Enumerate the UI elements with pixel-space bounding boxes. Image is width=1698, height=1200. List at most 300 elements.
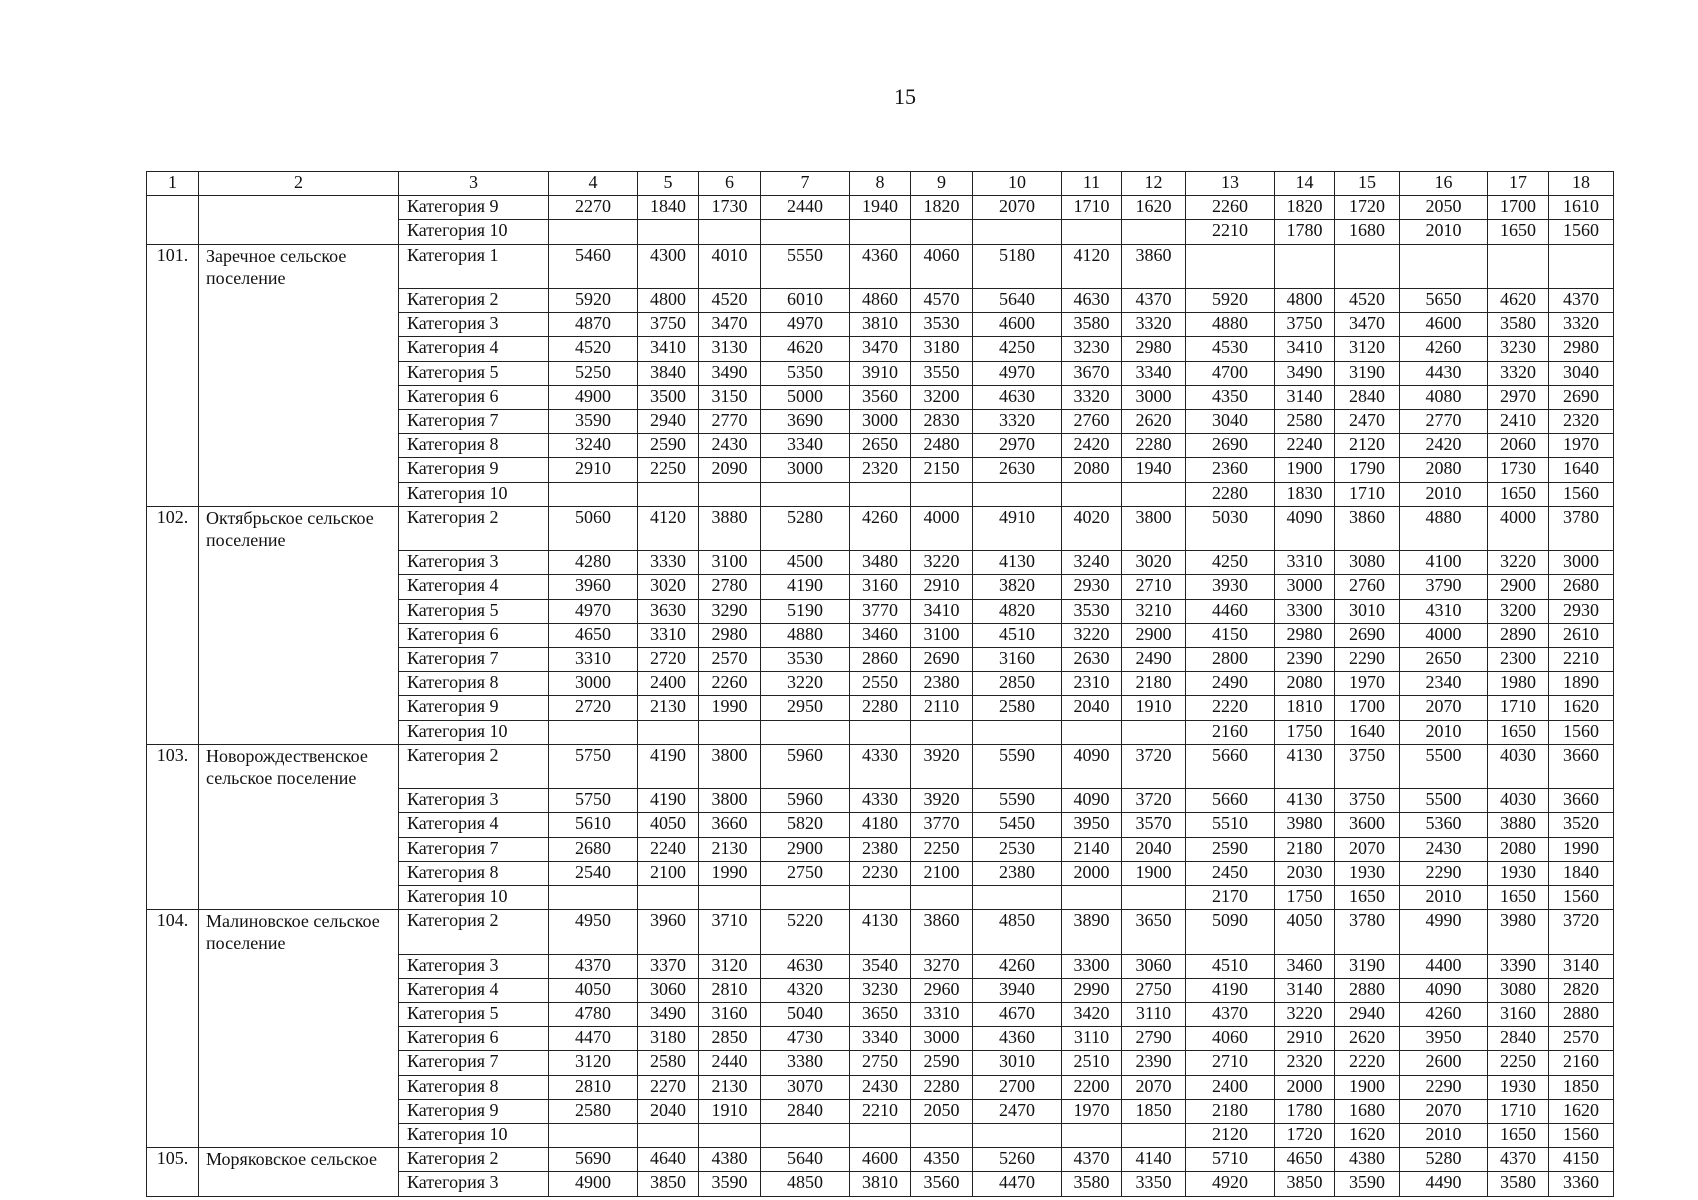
settlement-number — [147, 361, 199, 385]
value-cell: 3320 — [973, 410, 1062, 434]
value-cell: 4600 — [973, 313, 1062, 337]
value-cell: 3920 — [911, 789, 973, 813]
value-cell: 3320 — [1488, 361, 1549, 385]
settlement-number — [147, 978, 199, 1002]
table-body — [147, 172, 1614, 1197]
value-cell: 3470 — [699, 313, 761, 337]
value-cell: 2440 — [761, 196, 850, 220]
value-cell: 4460 — [1186, 599, 1275, 623]
value-cell: 2070 — [1122, 1075, 1186, 1099]
value-cell: 4630 — [1062, 289, 1122, 313]
value-cell: 5610 — [549, 813, 638, 837]
value-cell: 3810 — [850, 1172, 911, 1196]
value-cell: 3790 — [1400, 575, 1488, 599]
value-cell: 2840 — [1335, 385, 1400, 409]
settlement-number: 105. — [147, 1148, 199, 1172]
value-cell: 2390 — [1275, 648, 1335, 672]
settlement-name — [199, 648, 399, 672]
value-cell — [911, 1124, 973, 1148]
value-cell: 4150 — [1549, 1148, 1614, 1172]
value-cell: 4100 — [1400, 551, 1488, 575]
value-cell: 3910 — [850, 361, 911, 385]
category-label: Категория 4 — [399, 978, 549, 1002]
value-cell: 1970 — [1549, 434, 1614, 458]
value-cell: 2970 — [1488, 385, 1549, 409]
value-cell: 4470 — [973, 1172, 1062, 1196]
value-cell: 2070 — [973, 196, 1062, 220]
header-cell: 9 — [911, 172, 973, 196]
value-cell — [1122, 1124, 1186, 1148]
value-cell: 4650 — [1275, 1148, 1335, 1172]
table-row — [147, 720, 1614, 744]
value-cell: 4250 — [973, 337, 1062, 361]
value-cell: 3980 — [1275, 813, 1335, 837]
value-cell — [850, 220, 911, 244]
value-cell: 1700 — [1335, 696, 1400, 720]
value-cell: 2050 — [1400, 196, 1488, 220]
value-cell: 2940 — [638, 410, 699, 434]
settlement-name — [199, 1124, 399, 1148]
value-cell — [973, 720, 1062, 744]
value-cell: 2930 — [1062, 575, 1122, 599]
value-cell: 1720 — [1275, 1124, 1335, 1148]
value-cell: 2820 — [1549, 978, 1614, 1002]
value-cell: 2910 — [911, 575, 973, 599]
value-cell: 3950 — [1062, 813, 1122, 837]
value-cell: 4600 — [850, 1148, 911, 1172]
value-cell: 3920 — [911, 744, 973, 789]
value-cell: 1560 — [1549, 720, 1614, 744]
settlement-name: Новорождественское сельское поселение — [199, 744, 399, 789]
value-cell: 3180 — [911, 337, 973, 361]
value-cell: 1730 — [1488, 458, 1549, 482]
settlement-name — [199, 978, 399, 1002]
settlement-name — [199, 361, 399, 385]
value-cell: 5260 — [973, 1148, 1062, 1172]
value-cell: 4350 — [1186, 385, 1275, 409]
value-cell: 1650 — [1335, 886, 1400, 910]
value-cell: 3410 — [638, 337, 699, 361]
value-cell: 5920 — [1186, 289, 1275, 313]
settlement-name: Малиновское сельское поселение — [199, 910, 399, 955]
value-cell: 3160 — [699, 1003, 761, 1027]
value-cell: 2180 — [1186, 1099, 1275, 1123]
value-cell: 1790 — [1335, 458, 1400, 482]
value-cell: 2140 — [1062, 837, 1122, 861]
settlement-number — [147, 482, 199, 506]
value-cell: 3580 — [1062, 1172, 1122, 1196]
value-cell: 1730 — [699, 196, 761, 220]
value-cell: 2620 — [1122, 410, 1186, 434]
value-cell: 5450 — [973, 813, 1062, 837]
value-cell: 2480 — [911, 434, 973, 458]
value-cell: 2280 — [911, 1075, 973, 1099]
value-cell: 3000 — [1122, 385, 1186, 409]
value-cell: 3310 — [1275, 551, 1335, 575]
value-cell: 5640 — [973, 289, 1062, 313]
value-cell: 2090 — [699, 458, 761, 482]
value-cell: 2010 — [1400, 482, 1488, 506]
table-row — [147, 623, 1614, 647]
value-cell: 3140 — [1275, 385, 1335, 409]
value-cell: 3810 — [850, 313, 911, 337]
value-cell: 2980 — [1122, 337, 1186, 361]
table-row — [147, 385, 1614, 409]
value-cell: 2300 — [1488, 648, 1549, 672]
header-cell: 2 — [199, 172, 399, 196]
value-cell: 2130 — [699, 1075, 761, 1099]
value-cell: 3160 — [1488, 1003, 1549, 1027]
value-cell: 4880 — [1400, 506, 1488, 551]
value-cell — [638, 482, 699, 506]
category-label: Категория 7 — [399, 1051, 549, 1075]
value-cell: 1610 — [1549, 196, 1614, 220]
value-cell: 4370 — [549, 954, 638, 978]
category-label: Категория 9 — [399, 696, 549, 720]
category-label: Категория 10 — [399, 482, 549, 506]
table-row — [147, 837, 1614, 861]
value-cell: 4970 — [973, 361, 1062, 385]
value-cell: 3410 — [1275, 337, 1335, 361]
value-cell: 2610 — [1549, 623, 1614, 647]
value-cell — [761, 220, 850, 244]
category-label: Категория 7 — [399, 410, 549, 434]
value-cell — [699, 886, 761, 910]
value-cell: 3960 — [549, 575, 638, 599]
value-cell: 4350 — [911, 1148, 973, 1172]
category-label: Категория 8 — [399, 434, 549, 458]
value-cell: 1620 — [1549, 1099, 1614, 1123]
value-cell: 2410 — [1488, 410, 1549, 434]
value-cell: 2180 — [1275, 837, 1335, 861]
category-label: Категория 3 — [399, 551, 549, 575]
value-cell: 2210 — [850, 1099, 911, 1123]
value-cell: 2470 — [973, 1099, 1062, 1123]
value-cell: 2240 — [1275, 434, 1335, 458]
value-cell: 4570 — [911, 289, 973, 313]
value-cell: 2490 — [1122, 648, 1186, 672]
value-cell: 1750 — [1275, 720, 1335, 744]
value-cell: 2010 — [1400, 886, 1488, 910]
value-cell: 4250 — [1186, 551, 1275, 575]
value-cell: 3530 — [761, 648, 850, 672]
settlement-name — [199, 196, 399, 220]
value-cell: 5750 — [549, 789, 638, 813]
value-cell: 1560 — [1549, 220, 1614, 244]
value-cell — [1122, 886, 1186, 910]
value-cell: 4180 — [850, 813, 911, 837]
settlement-number — [147, 458, 199, 482]
settlement-number: 102. — [147, 506, 199, 551]
settlement-name — [199, 220, 399, 244]
value-cell: 3180 — [638, 1027, 699, 1051]
value-cell: 3000 — [1275, 575, 1335, 599]
header-cell: 6 — [699, 172, 761, 196]
value-cell: 2850 — [973, 672, 1062, 696]
value-cell: 3160 — [850, 575, 911, 599]
value-cell: 2710 — [1122, 575, 1186, 599]
value-cell: 2380 — [973, 861, 1062, 885]
value-cell: 3940 — [973, 978, 1062, 1002]
header-row — [147, 172, 1614, 196]
settlement-number — [147, 551, 199, 575]
value-cell: 5820 — [761, 813, 850, 837]
value-cell: 3230 — [850, 978, 911, 1002]
value-cell: 2230 — [850, 861, 911, 885]
value-cell: 1780 — [1275, 220, 1335, 244]
value-cell: 3800 — [699, 744, 761, 789]
value-cell: 3320 — [1062, 385, 1122, 409]
value-cell: 1780 — [1275, 1099, 1335, 1123]
value-cell: 2360 — [1186, 458, 1275, 482]
category-label: Категория 7 — [399, 837, 549, 861]
value-cell: 3580 — [1488, 1172, 1549, 1196]
value-cell: 5250 — [549, 361, 638, 385]
settlement-number — [147, 196, 199, 220]
value-cell: 2290 — [1400, 861, 1488, 885]
value-cell: 3530 — [1062, 599, 1122, 623]
value-cell: 2760 — [1062, 410, 1122, 434]
value-cell: 3770 — [911, 813, 973, 837]
value-cell: 5660 — [1186, 744, 1275, 789]
value-cell: 2380 — [850, 837, 911, 861]
value-cell: 3750 — [1335, 789, 1400, 813]
value-cell: 3590 — [549, 410, 638, 434]
value-cell: 4470 — [549, 1027, 638, 1051]
value-cell: 3240 — [549, 434, 638, 458]
value-cell — [761, 1124, 850, 1148]
table-row — [147, 954, 1614, 978]
value-cell — [973, 886, 1062, 910]
value-cell — [911, 482, 973, 506]
value-cell: 2320 — [1549, 410, 1614, 434]
category-label: Категория 9 — [399, 458, 549, 482]
value-cell: 4060 — [911, 244, 973, 289]
settlement-name — [199, 1027, 399, 1051]
settlement-number — [147, 1075, 199, 1099]
value-cell — [1186, 244, 1275, 289]
settlement-name — [199, 1003, 399, 1027]
value-cell: 3590 — [1335, 1172, 1400, 1196]
value-cell — [1062, 482, 1122, 506]
value-cell: 2170 — [1186, 886, 1275, 910]
value-cell: 2120 — [1186, 1124, 1275, 1148]
value-cell: 5590 — [973, 789, 1062, 813]
value-cell: 2790 — [1122, 1027, 1186, 1051]
value-cell: 2590 — [638, 434, 699, 458]
value-cell: 3310 — [638, 623, 699, 647]
table-row — [147, 1003, 1614, 1027]
category-label: Категория 4 — [399, 575, 549, 599]
value-cell: 5920 — [549, 289, 638, 313]
settlement-name — [199, 837, 399, 861]
value-cell: 2000 — [1275, 1075, 1335, 1099]
value-cell: 2970 — [973, 434, 1062, 458]
value-cell: 1620 — [1549, 696, 1614, 720]
value-cell: 4950 — [549, 910, 638, 955]
value-cell: 4620 — [1488, 289, 1549, 313]
value-cell: 3020 — [638, 575, 699, 599]
settlement-number — [147, 1027, 199, 1051]
value-cell: 3660 — [1549, 789, 1614, 813]
value-cell: 4510 — [1186, 954, 1275, 978]
value-cell: 5590 — [973, 744, 1062, 789]
category-label: Категория 5 — [399, 361, 549, 385]
value-cell: 4880 — [1186, 313, 1275, 337]
value-cell: 4510 — [973, 623, 1062, 647]
value-cell: 3600 — [1335, 813, 1400, 837]
value-cell: 2110 — [911, 696, 973, 720]
value-cell: 1900 — [1275, 458, 1335, 482]
value-cell: 1970 — [1335, 672, 1400, 696]
value-cell: 1720 — [1335, 196, 1400, 220]
value-cell: 3460 — [850, 623, 911, 647]
settlement-number: 104. — [147, 910, 199, 955]
value-cell: 2040 — [1122, 837, 1186, 861]
value-cell — [850, 886, 911, 910]
table-row — [147, 886, 1614, 910]
value-cell: 3000 — [761, 458, 850, 482]
category-label: Категория 6 — [399, 1027, 549, 1051]
value-cell: 4000 — [1488, 506, 1549, 551]
value-cell: 5090 — [1186, 910, 1275, 955]
value-cell: 4800 — [1275, 289, 1335, 313]
settlement-name: Моряковское сельское — [199, 1148, 399, 1172]
value-cell: 5030 — [1186, 506, 1275, 551]
value-cell: 3690 — [761, 410, 850, 434]
value-cell: 2310 — [1062, 672, 1122, 696]
value-cell: 2680 — [549, 837, 638, 861]
table-row — [147, 1099, 1614, 1123]
value-cell: 3340 — [761, 434, 850, 458]
header-cell: 12 — [1122, 172, 1186, 196]
table-row — [147, 1075, 1614, 1099]
value-cell: 2160 — [1186, 720, 1275, 744]
settlement-number — [147, 623, 199, 647]
settlement-name: Октябрьское сельское поселение — [199, 506, 399, 551]
settlement-number — [147, 337, 199, 361]
value-cell: 3120 — [1335, 337, 1400, 361]
value-cell: 2070 — [1400, 1099, 1488, 1123]
value-cell: 1710 — [1062, 196, 1122, 220]
value-cell: 3800 — [1122, 506, 1186, 551]
header-cell: 7 — [761, 172, 850, 196]
settlement-name — [199, 482, 399, 506]
value-cell: 3190 — [1335, 954, 1400, 978]
header-cell: 11 — [1062, 172, 1122, 196]
category-label: Категория 5 — [399, 599, 549, 623]
value-cell: 5650 — [1400, 289, 1488, 313]
value-cell: 2210 — [1549, 648, 1614, 672]
value-cell: 3770 — [850, 599, 911, 623]
value-cell: 1560 — [1549, 886, 1614, 910]
value-cell — [1122, 482, 1186, 506]
value-cell: 4730 — [761, 1027, 850, 1051]
value-cell: 2260 — [699, 672, 761, 696]
value-cell: 3340 — [850, 1027, 911, 1051]
settlement-name — [199, 458, 399, 482]
value-cell: 3490 — [699, 361, 761, 385]
value-cell: 3010 — [973, 1051, 1062, 1075]
settlement-number — [147, 1099, 199, 1123]
value-cell: 3020 — [1122, 551, 1186, 575]
value-cell: 2810 — [549, 1075, 638, 1099]
value-cell: 2200 — [1062, 1075, 1122, 1099]
value-cell: 2850 — [699, 1027, 761, 1051]
settlement-number — [147, 434, 199, 458]
table-row — [147, 313, 1614, 337]
value-cell: 2590 — [911, 1051, 973, 1075]
value-cell: 2010 — [1400, 1124, 1488, 1148]
value-cell: 3190 — [1335, 361, 1400, 385]
value-cell: 5040 — [761, 1003, 850, 1027]
value-cell: 1710 — [1488, 1099, 1549, 1123]
value-cell: 2430 — [1400, 837, 1488, 861]
value-cell: 5460 — [549, 244, 638, 289]
value-cell: 4370 — [1186, 1003, 1275, 1027]
value-cell: 3200 — [1488, 599, 1549, 623]
value-cell: 3960 — [638, 910, 699, 955]
header-cell: 3 — [399, 172, 549, 196]
value-cell: 5180 — [973, 244, 1062, 289]
settlement-name — [199, 337, 399, 361]
value-cell: 1620 — [1335, 1124, 1400, 1148]
value-cell: 4370 — [1062, 1148, 1122, 1172]
value-cell: 3950 — [1400, 1027, 1488, 1051]
settlement-number — [147, 861, 199, 885]
value-cell: 5220 — [761, 910, 850, 955]
value-cell — [850, 720, 911, 744]
value-cell: 2580 — [549, 1099, 638, 1123]
table-row — [147, 220, 1614, 244]
category-label: Категория 6 — [399, 623, 549, 647]
category-label: Категория 4 — [399, 337, 549, 361]
value-cell: 2160 — [1549, 1051, 1614, 1075]
value-cell: 2470 — [1335, 410, 1400, 434]
value-cell: 4120 — [1062, 244, 1122, 289]
value-cell: 4130 — [1275, 744, 1335, 789]
value-cell: 3120 — [549, 1051, 638, 1075]
value-cell: 3820 — [973, 575, 1062, 599]
header-cell: 5 — [638, 172, 699, 196]
value-cell: 3270 — [911, 954, 973, 978]
value-cell: 3380 — [761, 1051, 850, 1075]
value-cell: 2540 — [549, 861, 638, 885]
value-cell: 5500 — [1400, 744, 1488, 789]
value-cell: 3230 — [1062, 337, 1122, 361]
table-row — [147, 599, 1614, 623]
value-cell: 4260 — [1400, 1003, 1488, 1027]
value-cell: 4260 — [973, 954, 1062, 978]
value-cell: 5710 — [1186, 1148, 1275, 1172]
value-cell: 2070 — [1335, 837, 1400, 861]
value-cell: 3410 — [911, 599, 973, 623]
value-cell: 4260 — [850, 506, 911, 551]
value-cell: 1900 — [1122, 861, 1186, 885]
value-cell: 3060 — [638, 978, 699, 1002]
value-cell: 2080 — [1062, 458, 1122, 482]
value-cell: 2260 — [1186, 196, 1275, 220]
value-cell: 2490 — [1186, 672, 1275, 696]
value-cell: 6010 — [761, 289, 850, 313]
value-cell: 2600 — [1400, 1051, 1488, 1075]
category-label: Категория 10 — [399, 220, 549, 244]
value-cell — [699, 482, 761, 506]
settlement-name — [199, 813, 399, 837]
settlement-name — [199, 385, 399, 409]
value-cell: 2250 — [638, 458, 699, 482]
value-cell: 3060 — [1122, 954, 1186, 978]
